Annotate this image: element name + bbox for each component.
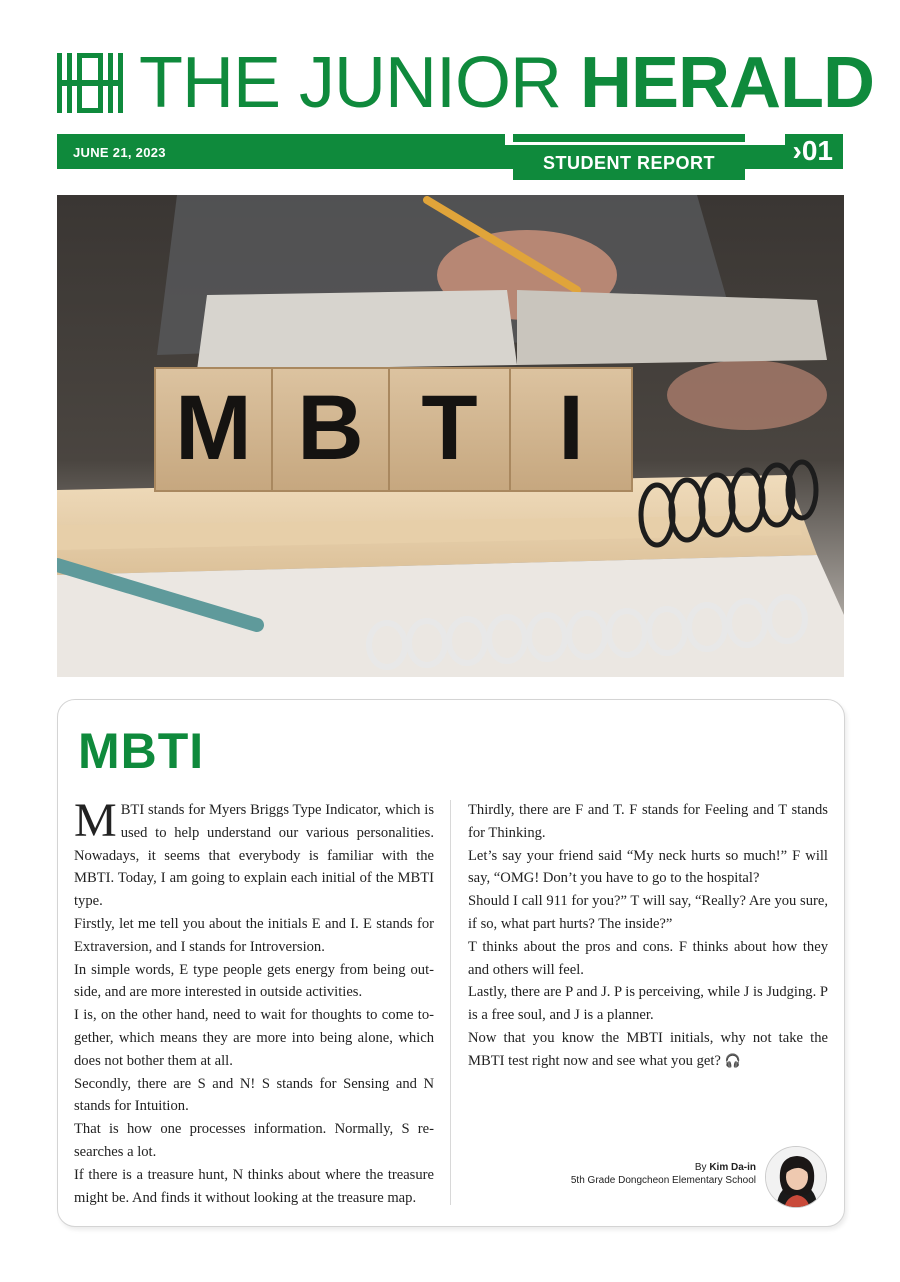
drop-cap: M [74,794,117,847]
cube-letter-m: M [175,377,252,479]
issue-date: JUNE 21, 2023 [73,145,166,160]
tab-notch-right [745,134,785,145]
cube-letter-t: T [421,377,478,479]
paragraph-text: Now that you know the MBTI initials, why not take the MBTI test right now and see what you get? [468,1029,828,1069]
paragraph: That is how one processes information. Normally, S re-searches a lot. [74,1121,434,1160]
cube-letter-i: I [558,377,584,479]
paragraph [74,794,434,913]
article-column-left [74,794,434,1209]
column-divider [450,800,451,1205]
article-card [57,699,845,1227]
paragraph: In simple words, E type people gets energy from being out-side, and are more interested in outside activities. [74,961,434,1001]
article-photo [57,195,844,677]
tab-notch-left [505,134,513,145]
author-name: Kim Da-in [709,1162,756,1173]
section-tab [513,142,745,180]
newspaper-title [139,43,875,123]
paragraph: I is, on the other hand, need to wait for thoughts to come to-gether, which means they are more into being alone, which does not bother them at all. [74,1007,434,1069]
section-label: STUDENT REPORT [542,153,715,173]
date-bar [57,134,843,173]
author-school: 5th Grade Dongcheon Elementary School [570,1175,756,1186]
title-heavy: HERALD [580,43,875,123]
paragraph [468,1027,828,1073]
paragraph: Should I call 911 for you?” T will say, “Really? Are you sure, if so, what part hurts? The inside?” [468,893,828,932]
author-avatar [765,1146,827,1208]
paragraph: Secondly, there are S and N! S stands for Sensing and N stands for Intuition. [74,1075,434,1115]
paragraph: Firstly, let me tell you about the initials E and I. E stands for Extraversion, and I stands for Introversion. [74,915,434,955]
herald-logo-icon [57,53,123,113]
title-light: THE JUNIOR [139,43,581,123]
paragraph: T thinks about the pros and cons. F thinks about how they and others will feel. [468,938,828,978]
page-number: ›01 [792,135,833,166]
headphones-icon: 🎧 [724,1052,741,1068]
paragraph: Lastly, there are P and J. P is perceiving, while J is Judging. P is a free soul, and J is a planner. [468,984,828,1024]
paragraph: Thirdly, there are F and T. F stands for Feeling and T stands for Thinking. [468,802,828,841]
masthead [57,43,875,123]
paragraph: Let’s say your friend said “My neck hurts so much!” F will say, “OMG! Don’t you have to go to the hospital? [468,847,828,887]
article-headline: MBTI [78,723,205,779]
byline-prefix: By [694,1162,710,1173]
paragraph: If there is a treasure hunt, N thinks about where the treasure might be. And finds it without looking at the treasure map. [74,1166,434,1206]
article-column-right [468,799,828,1073]
paragraph-text: BTI stands for Myers Briggs Type Indicator, which is used to help understand our various personalities. Nowadays, it seems that everybody is familiar with the MBTI. Today, I am going to explain each initial of the MBTI type. [74,802,434,910]
byline [571,1161,756,1187]
cube-letter-b: B [297,377,364,479]
